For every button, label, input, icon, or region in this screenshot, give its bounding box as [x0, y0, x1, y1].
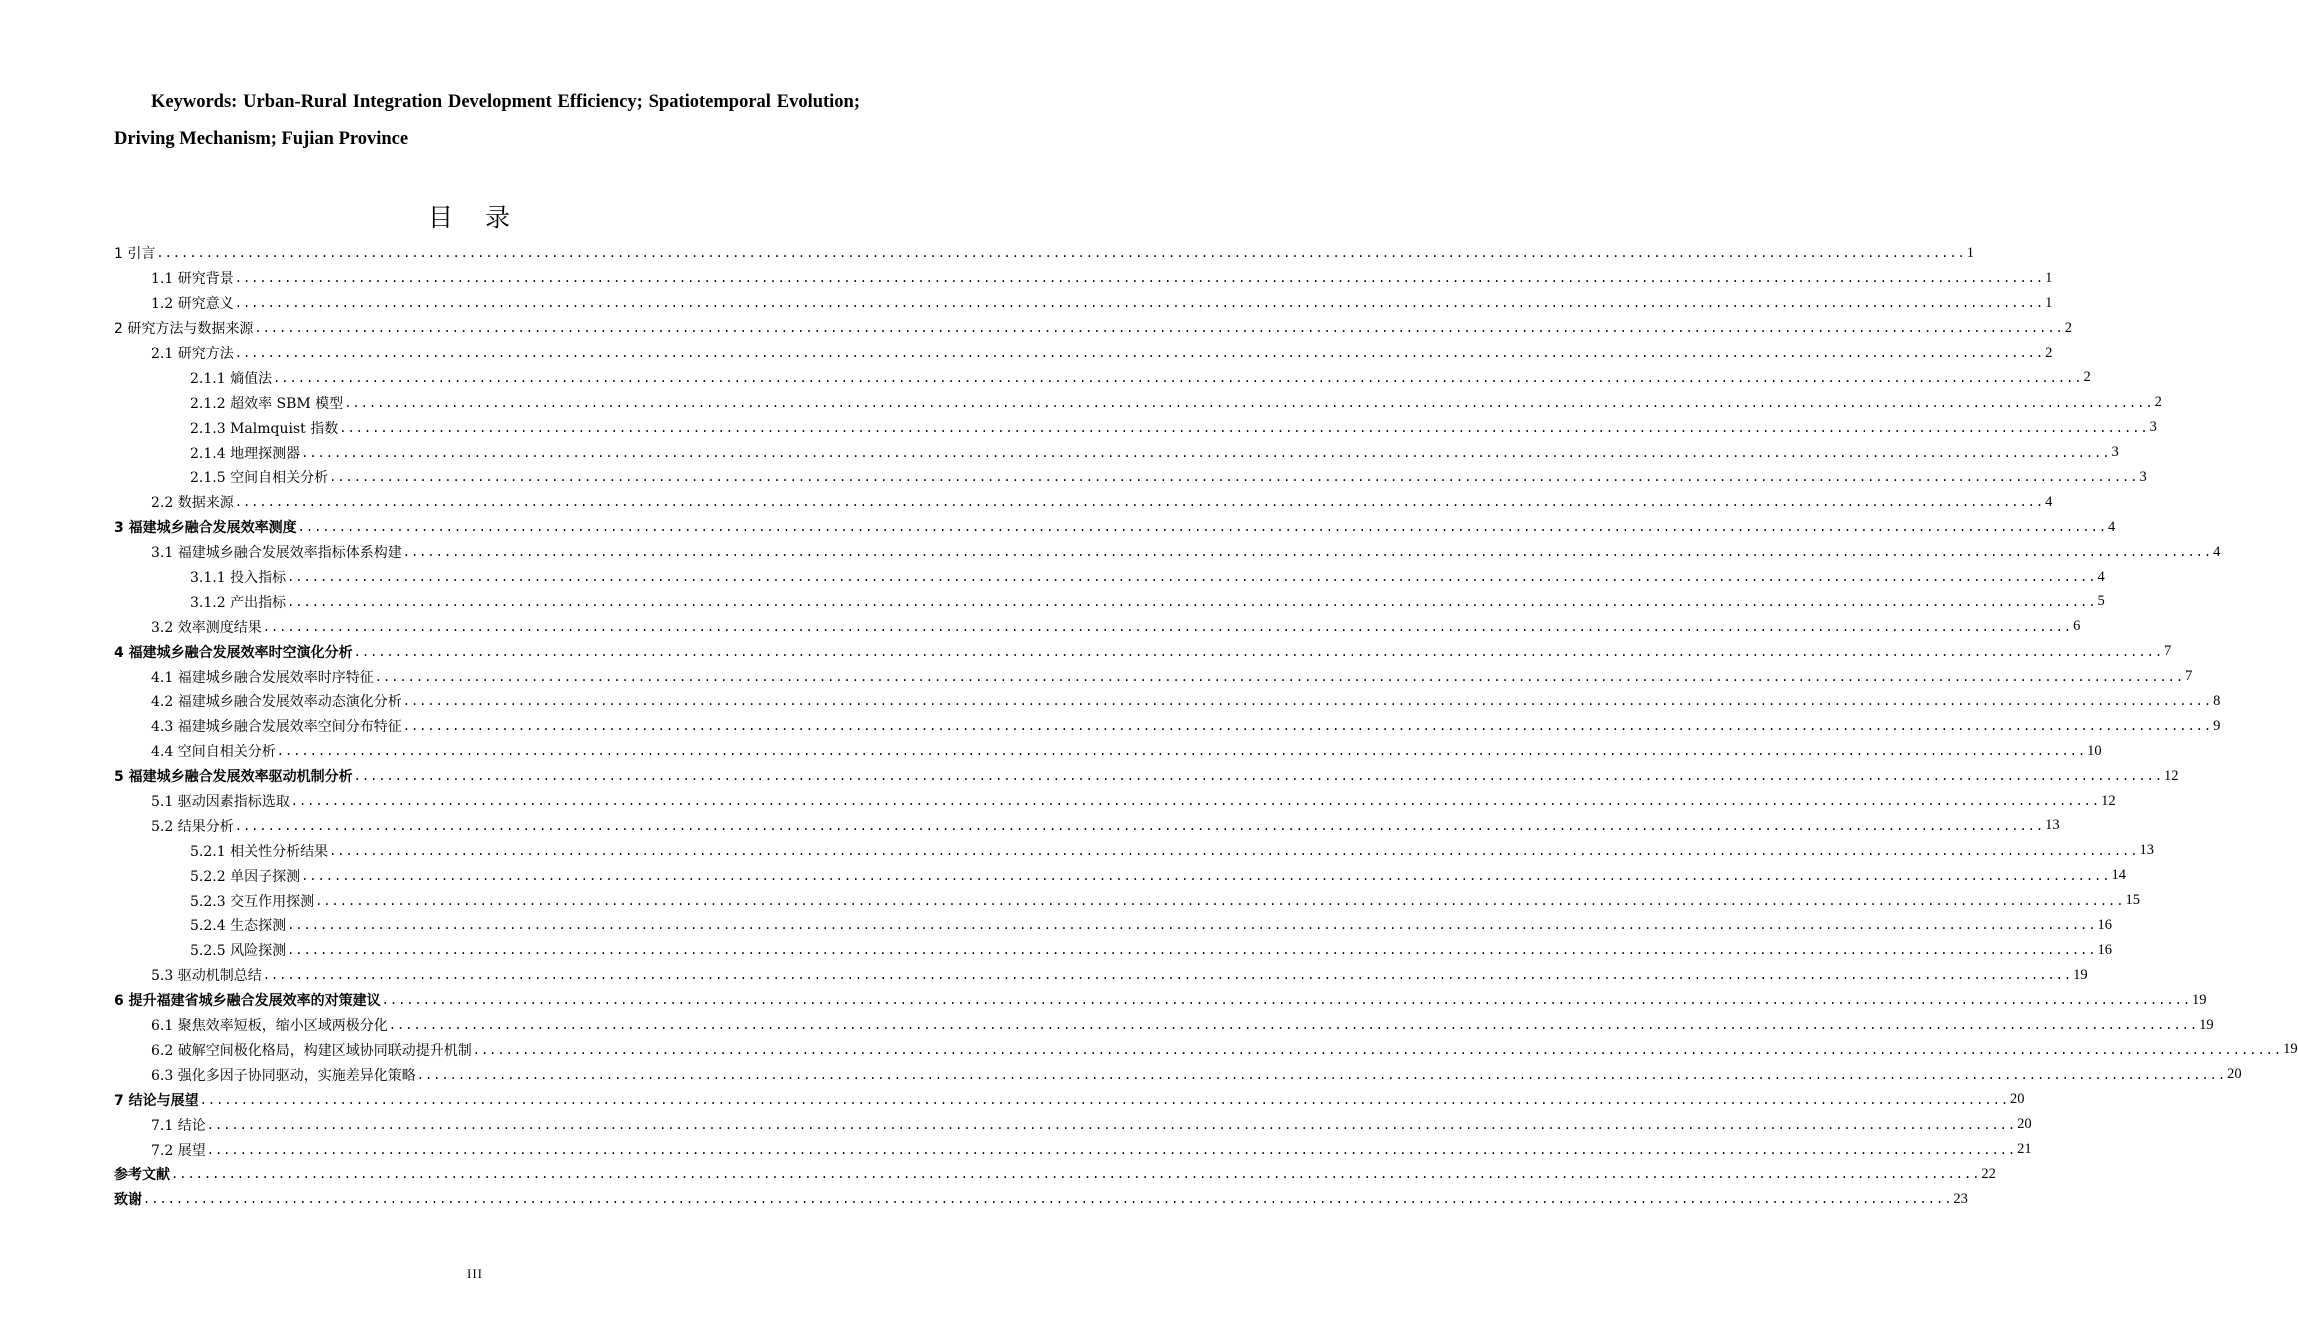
toc-entry-page: 1: [2045, 269, 2053, 286]
toc-dot-leader: ............................................................................................................................................................................................................................: [206, 1117, 2017, 1132]
toc-entry-page: 22: [1981, 1165, 1996, 1182]
toc-dot-leader: ............................................................................................................................................................................................................................: [329, 470, 2139, 485]
toc-entry-label: 3.1.2 产出指标: [190, 594, 287, 611]
toc-entry-label: 7 结论与展望: [114, 1092, 199, 1109]
toc-dot-leader: ............................................................................................................................................................................................................................: [290, 794, 2101, 809]
toc-entry-page: 13: [2139, 842, 2154, 859]
toc-entry[interactable]: [114, 565, 2105, 590]
toc-entry-label: 4.4 空间自相关分析: [151, 744, 276, 761]
toc-dot-leader: ............................................................................................................................................................................................................................: [234, 818, 2045, 833]
toc-dot-leader: ............................................................................................................................................................................................................................: [339, 420, 2149, 435]
toc-dot-leader: ............................................................................................................................................................................................................................: [206, 1142, 2017, 1157]
toc-entry-label: 5.2.1 相关性分析结果: [190, 843, 329, 860]
toc-entry[interactable]: [114, 465, 2147, 490]
toc-entry-page: 7: [2164, 643, 2172, 660]
toc-entry[interactable]: [114, 1187, 1968, 1212]
toc-entry[interactable]: [114, 714, 2221, 739]
toc-dot-leader: ............................................................................................................................................................................................................................: [287, 594, 2097, 609]
toc-entry-page: 16: [2097, 916, 2112, 933]
toc-entry[interactable]: [114, 1162, 1996, 1187]
toc-entry-label: 2.2 数据来源: [151, 495, 234, 512]
toc-entry-page: 16: [2097, 941, 2112, 958]
toc-entry-page: 9: [2213, 717, 2221, 734]
toc-dot-leader: ............................................................................................................................................................................................................................: [297, 520, 2108, 535]
toc-entry-page: 3: [2139, 468, 2147, 485]
toc-dot-leader: ............................................................................................................................................................................................................................: [402, 719, 2213, 734]
toc-entry-label: 1.2 研究意义: [151, 296, 234, 313]
toc-dot-leader: ............................................................................................................................................................................................................................: [344, 395, 2154, 410]
toc-entry[interactable]: [114, 415, 2157, 440]
toc-entry[interactable]: [114, 664, 2193, 689]
toc-entry-page: 19: [2073, 966, 2088, 983]
toc-entry-page: 4: [2045, 493, 2053, 510]
toc-entry-page: 4: [2108, 518, 2116, 535]
toc-entry[interactable]: [114, 1038, 2298, 1063]
toc-entry-label: 4.1 福建城乡融合发展效率时序特征: [151, 669, 374, 686]
toc-entry-label: 4.2 福建城乡融合发展效率动态演化分析: [151, 694, 402, 711]
toc-entry-label: 6.2 破解空间极化格局，构建区域协同联动提升机制: [151, 1042, 472, 1059]
toc-entry-label: 1.1 研究背景: [151, 271, 234, 288]
toc-entry-label: 2.1.1 熵值法: [190, 370, 273, 387]
toc-entry[interactable]: [114, 813, 2060, 838]
toc-entry[interactable]: [114, 888, 2140, 913]
toc-entry-label: 4 福建城乡融合发展效率时空演化分析: [114, 644, 353, 661]
toc-entry-label: 1 引言: [114, 246, 156, 263]
toc-entry-label: 7.1 结论: [151, 1117, 206, 1134]
table-of-contents: [114, 241, 2298, 1212]
page-number: III: [467, 1266, 483, 1281]
toc-entry[interactable]: [114, 515, 2116, 540]
toc-entry-page: 8: [2213, 692, 2221, 709]
toc-entry-label: 3.2 效率测度结果: [151, 619, 262, 636]
toc-entry-label: 5.2.3 交互作用探测: [190, 893, 315, 910]
toc-dot-leader: ............................................................................................................................................................................................................................: [234, 271, 2045, 286]
toc-entry-label: 致谢: [114, 1192, 142, 1209]
toc-entry-label: 6 提升福建省城乡融合发展效率的对策建议: [114, 993, 381, 1010]
toc-entry-page: 20: [2227, 1066, 2242, 1083]
toc-dot-leader: ............................................................................................................................................................................................................................: [402, 694, 2213, 709]
toc-entry-label: 5.2.5 风险探测: [190, 943, 287, 960]
toc-dot-leader: ............................................................................................................................................................................................................................: [143, 1192, 1953, 1207]
toc-entry-page: 3: [2111, 444, 2119, 461]
toc-entry-label: 2.1.3 Malmquist 指数: [190, 420, 339, 437]
toc-entry[interactable]: [114, 291, 2053, 316]
toc-entry-page: 21: [2017, 1141, 2032, 1157]
toc-entry-page: 14: [2111, 867, 2126, 884]
toc-entry-page: 15: [2125, 892, 2140, 909]
toc-entry-page: 13: [2045, 817, 2060, 834]
toc-entry-label: 4.3 福建城乡融合发展效率空间分布特征: [151, 719, 402, 736]
toc-entry-label: 5.1 驱动因素指标选取: [151, 794, 290, 811]
toc-entry-label: 2.1 研究方法: [151, 346, 234, 362]
toc-entry-label: 5.2 结果分析: [151, 818, 234, 835]
toc-entry[interactable]: [114, 365, 2091, 390]
toc-dot-leader: ............................................................................................................................................................................................................................: [276, 744, 2087, 759]
toc-entry-page: 5: [2097, 593, 2105, 610]
toc-dot-leader: ............................................................................................................................................................................................................................: [234, 296, 2045, 311]
toc-dot-leader: ............................................................................................................................................................................................................................: [171, 1167, 1981, 1182]
toc-entry-page: 1: [2045, 294, 2053, 311]
toc-entry[interactable]: [114, 1137, 2032, 1162]
toc-entry-label: 2 研究方法与数据来源: [114, 321, 254, 338]
toc-entry-page: 4: [2213, 543, 2221, 560]
toc-entry-page: 19: [2283, 1041, 2298, 1058]
toc-dot-leader: ............................................................................................................................................................................................................................: [199, 1092, 2010, 1107]
toc-dot-leader: ............................................................................................................................................................................................................................: [234, 495, 2045, 510]
toc-entry[interactable]: [114, 341, 2053, 366]
toc-entry[interactable]: [114, 266, 2053, 291]
toc-dot-leader: ............................................................................................................................................................................................................................: [234, 346, 2045, 360]
toc-title: 目 录: [428, 203, 522, 232]
toc-entry-label: 2.1.5 空间自相关分析: [190, 470, 329, 487]
toc-entry[interactable]: [114, 863, 2126, 888]
toc-entry[interactable]: [114, 739, 2102, 764]
toc-dot-leader: ............................................................................................................................................................................................................................: [402, 545, 2213, 560]
toc-entry[interactable]: [114, 1112, 2032, 1137]
toc-entry[interactable]: [114, 913, 2112, 938]
toc-dot-leader: ............................................................................................................................................................................................................................: [329, 843, 2139, 858]
toc-entry-page: 1: [1966, 244, 1975, 261]
toc-entry[interactable]: [114, 390, 2162, 415]
toc-entry-label: 3 福建城乡融合发展效率测度: [114, 520, 297, 537]
toc-entry-label: 3.1.1 投入指标: [190, 570, 287, 587]
keywords-paragraph: [114, 84, 860, 158]
toc-entry-label: 5.2.4 生态探测: [190, 918, 287, 935]
toc-dot-leader: ............................................................................................................................................................................................................................: [472, 1042, 2283, 1057]
toc-dot-leader: ............................................................................................................................................................................................................................: [262, 619, 2073, 634]
toc-entry-label: 5 福建城乡融合发展效率驱动机制分析: [114, 769, 353, 786]
toc-dot-leader: ............................................................................................................................................................................................................................: [374, 669, 2185, 684]
toc-entry-page: 12: [2164, 767, 2179, 784]
toc-entry-label: 参考文献: [114, 1167, 170, 1184]
toc-entry-label: 5.3 驱动机制总结: [151, 968, 262, 985]
toc-entry-page: 2: [2064, 319, 2073, 336]
toc-entry[interactable]: [114, 440, 2119, 465]
toc-dot-leader: ............................................................................................................................................................................................................................: [287, 570, 2097, 585]
toc-entry-page: 23: [1953, 1190, 1968, 1207]
toc-dot-leader: ............................................................................................................................................................................................................................: [315, 893, 2125, 908]
toc-dot-leader: ............................................................................................................................................................................................................................: [156, 246, 1966, 261]
toc-dot-leader: ............................................................................................................................................................................................................................: [353, 769, 2164, 784]
toc-entry-label: 7.2 展望: [151, 1142, 206, 1159]
toc-entry-page: 20: [2010, 1091, 2025, 1108]
toc-dot-leader: ............................................................................................................................................................................................................................: [301, 868, 2111, 883]
toc-entry-label: 2.1.2 超效率 SBM 模型: [190, 395, 344, 412]
toc-dot-leader: ............................................................................................................................................................................................................................: [416, 1067, 2227, 1082]
toc-dot-leader: ............................................................................................................................................................................................................................: [388, 1018, 2199, 1033]
toc-entry-page: 19: [2192, 991, 2207, 1008]
toc-dot-leader: ............................................................................................................................................................................................................................: [287, 918, 2097, 933]
toc-entry[interactable]: [114, 589, 2105, 614]
toc-entry[interactable]: [114, 639, 2172, 664]
toc-dot-leader: ............................................................................................................................................................................................................................: [353, 644, 2164, 659]
toc-entry-page: 20: [2017, 1116, 2032, 1133]
toc-entry-page: 2: [2154, 394, 2162, 411]
toc-entry-label: 3.1 福建城乡融合发展效率指标体系构建: [151, 545, 402, 562]
toc-entry-page: 6: [2073, 618, 2081, 635]
toc-entry[interactable]: [114, 988, 2207, 1013]
toc-dot-leader: ............................................................................................................................................................................................................................: [262, 968, 2073, 983]
toc-entry[interactable]: [114, 689, 2221, 714]
toc-entry[interactable]: [114, 1087, 2025, 1112]
toc-entry[interactable]: [114, 838, 2154, 863]
toc-entry-label: 5.2.2 单因子探测: [190, 868, 301, 885]
toc-entry[interactable]: [114, 614, 2081, 639]
toc-entry[interactable]: [114, 764, 2179, 789]
toc-entry-page: 3: [2149, 419, 2157, 436]
toc-entry[interactable]: [114, 1062, 2242, 1087]
toc-entry-label: 6.3 强化多因子协同驱动，实施差异化策略: [151, 1067, 416, 1084]
toc-entry[interactable]: [114, 938, 2112, 963]
toc-entry-page: 10: [2087, 742, 2102, 759]
toc-entry[interactable]: [114, 316, 2073, 341]
toc-dot-leader: ............................................................................................................................................................................................................................: [287, 943, 2097, 958]
toc-entry[interactable]: [114, 490, 2053, 515]
toc-entry[interactable]: [114, 1013, 2214, 1038]
toc-entry-page: 2: [2045, 344, 2053, 361]
toc-dot-leader: ............................................................................................................................................................................................................................: [254, 321, 2064, 336]
toc-dot-leader: ............................................................................................................................................................................................................................: [381, 993, 2192, 1008]
keywords-label: Keywords:: [151, 92, 238, 112]
toc-entry[interactable]: [114, 241, 1975, 266]
toc-entry-page: 12: [2101, 792, 2116, 809]
keywords-text: Urban-Rural Integration Development Efficiency; Spatiotemporal Evolution; Driving Mechanism; Fujian Province: [114, 92, 860, 149]
toc-dot-leader: ............................................................................................................................................................................................................................: [301, 445, 2111, 460]
toc-entry-label: 2.1.4 地理探测器: [190, 445, 301, 462]
toc-dot-leader: ............................................................................................................................................................................................................................: [273, 370, 2083, 385]
toc-entry-page: 2: [2083, 369, 2091, 386]
toc-entry[interactable]: [114, 963, 2088, 988]
toc-entry-page: 7: [2185, 668, 2193, 685]
toc-entry[interactable]: [114, 789, 2116, 814]
toc-entry-label: 6.1 聚焦效率短板，缩小区域两极分化: [151, 1018, 388, 1035]
toc-entry-page: 19: [2199, 1016, 2214, 1033]
toc-entry-page: 4: [2097, 568, 2105, 585]
toc-entry[interactable]: [114, 540, 2221, 565]
